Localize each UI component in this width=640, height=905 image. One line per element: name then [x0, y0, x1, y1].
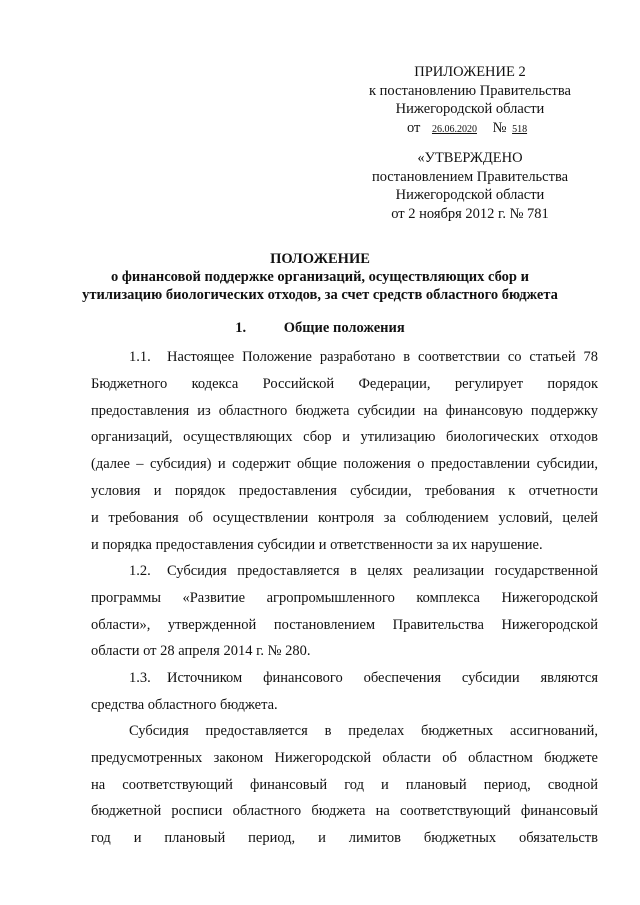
- paragraph-line: программы «Развитие агропромышленного комплекса Нижегородской: [91, 589, 598, 606]
- appendix-line: Нижегородской области: [395, 101, 545, 117]
- paragraph-line: условия и порядок предоставления субсидии, требования к отчетности: [91, 482, 598, 499]
- title-heading: ПОЛОЖЕНИЕ: [270, 251, 370, 267]
- paragraph-1-1: [91, 344, 598, 558]
- paragraph-line: Бюджетного кодекса Российской Федерации, регулирует порядок: [91, 375, 598, 392]
- paragraph-line: и порядка предоставления субсидии и ответственности за их нарушение.: [91, 536, 543, 553]
- paragraph-line: организаций, осуществляющих сбор и утилизацию биологических отходов: [91, 429, 598, 446]
- section-title: Общие положения: [283, 320, 405, 336]
- paragraph-line: на соответствующий финансовый год и плановый период, сводной: [91, 776, 598, 793]
- paragraph-number: 1.1.: [129, 349, 151, 365]
- approved-line: Нижегородской области: [395, 187, 545, 203]
- section-number: 1.: [235, 320, 247, 336]
- paragraph-line: 1.1. Настоящее Положение разработано в соответствии со статьей 78: [91, 344, 598, 371]
- paragraph-line: и требования об осуществлении контроля за соблюдением условий, целей: [91, 509, 598, 526]
- from-label: от: [406, 119, 421, 136]
- resolution-number: 518: [512, 123, 528, 135]
- appendix-date-line: [345, 119, 595, 140]
- appendix-block: [345, 63, 595, 139]
- paragraph-1-3: [91, 665, 598, 719]
- paragraph-subsidy-limits: [91, 718, 598, 852]
- title-line: утилизацию биологических отходов, за счет средств областного бюджета: [82, 287, 558, 303]
- approved-line: от 2 ноября 2012 г. № 781: [391, 205, 549, 222]
- number-label: №: [492, 119, 507, 136]
- paragraph-line: средства областного бюджета.: [91, 696, 278, 713]
- approved-line: постановлением Правительства: [371, 168, 569, 185]
- paragraph-line: предусмотренных законом Нижегородской области об областном бюджете: [91, 749, 598, 766]
- paragraph-line: области от 28 апреля 2014 г. № 280.: [91, 643, 311, 660]
- paragraph-1-2: [91, 558, 598, 665]
- paragraph-line: 1.2. Субсидия предоставляется в целях реализации государственной: [91, 558, 598, 585]
- title-line: о финансовой поддержке организаций, осуществляющих сбор и: [111, 269, 529, 285]
- approved-block: [345, 149, 595, 223]
- paragraph-line: предоставления из областного бюджета субсидии на финансовую поддержку: [91, 402, 598, 419]
- appendix-line: к постановлению Правительства: [369, 82, 571, 99]
- paragraph-line: области», утвержденной постановлением Правительства Нижегородской: [91, 616, 598, 633]
- paragraph-line: (далее – субсидия) и содержит общие положения о предоставлении субсидии,: [91, 456, 598, 473]
- paragraph-number: 1.3.: [129, 670, 151, 686]
- approved-title: «УТВЕРЖДЕНО: [417, 150, 523, 166]
- paragraph-line: Субсидия предоставляется в пределах бюджетных ассигнований,: [129, 723, 598, 739]
- appendix-title: ПРИЛОЖЕНИЕ 2: [414, 64, 526, 80]
- paragraph-line: год и плановый период, и лимитов бюджетных обязательств: [91, 830, 598, 847]
- paragraph-line: бюджетной росписи областного бюджета на соответствующий финансовый: [91, 803, 598, 820]
- paragraph-line: 1.3. Источником финансового обеспечения субсидии являются: [91, 665, 598, 692]
- paragraph-number: 1.2.: [129, 563, 151, 579]
- resolution-date: 26.06.2020: [431, 123, 477, 135]
- document-title: [40, 250, 600, 304]
- section-heading: [40, 320, 600, 337]
